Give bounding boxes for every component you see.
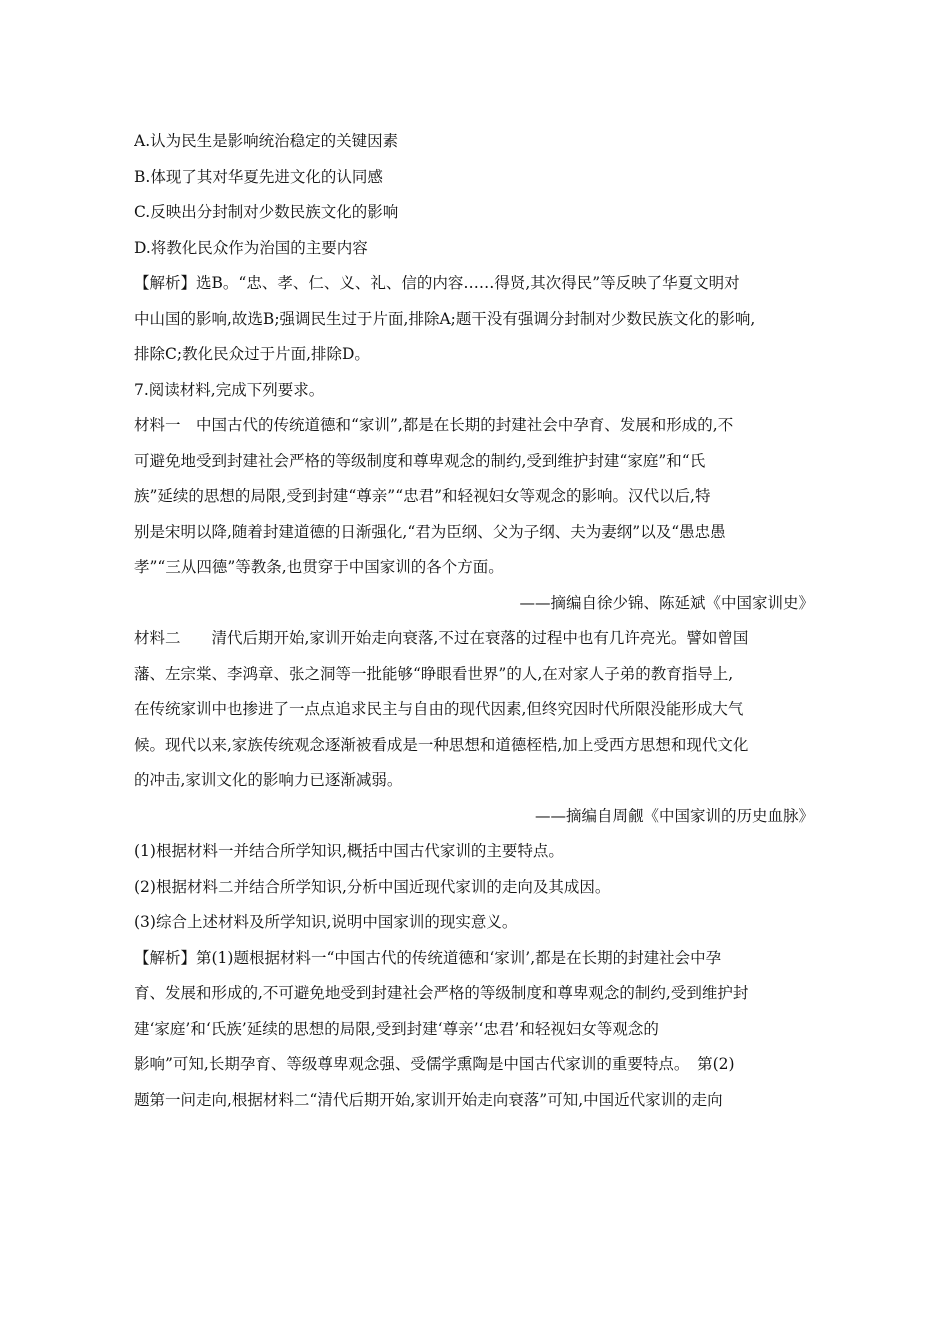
option-b: B.体现了其对华夏先进文化的认同感: [134, 167, 383, 186]
option-d: D.将教化民众作为治国的主要内容: [134, 238, 368, 257]
answer-options: [134, 124, 814, 266]
document-page: [134, 124, 814, 1118]
analysis-line: 【解析】选B。“忠、孝、仁、义、礼、信的内容……得贤,其次得民”等反映了华夏文明对: [134, 274, 740, 292]
analysis-line: 【解析】第(1)题根据材料一“中国古代的传统道德和‘家训’,都是在长期的封建社会中孕: [134, 948, 722, 967]
material-line: 的冲击,家训文化的影响力已逐渐减弱。: [134, 771, 403, 789]
requirement-item: (1)根据材料一并结合所学知识,概括中国古代家训的主要特点。: [134, 842, 564, 860]
analysis-line: 建‘家庭’和‘氏族’延续的思想的局限,受到封建‘尊亲’‘忠君’和轻视妇女等观念的: [134, 1019, 659, 1038]
analysis-line: 育、发展和形成的,不可避免地受到封建社会严格的等级制度和尊卑观念的制约,受到维护封: [134, 984, 749, 1002]
option-a: A.认为民生是影响统治稳定的关键因素: [134, 132, 399, 150]
material-two: [134, 621, 814, 834]
material-line: 候。现代以来,家族传统观念逐渐被看成是一种思想和道德桎梏,加上受西方思想和现代文化: [134, 735, 749, 754]
option-c: C.反映出分封制对少数民族文化的影响: [134, 203, 399, 221]
question-6-analysis: [134, 266, 814, 373]
analysis-line: 影响”可知,长期孕育、等级尊卑观念强、受儒学熏陶是中国古代家训的重要特点。 第(2): [134, 1055, 735, 1073]
question-stem: 7.阅读材料,完成下列要求。: [134, 380, 325, 399]
material-line: 孝”“三从四德”等教条,也贯穿于中国家训的各个方面。: [134, 558, 504, 576]
material-line: 可避免地受到封建社会严格的等级制度和尊卑观念的制约,受到维护封建“家庭”和“氏: [134, 451, 706, 470]
material-source: ——摘编自徐少锦、陈延斌《中国家训史》: [519, 593, 814, 612]
question-7: [134, 373, 814, 1119]
analysis-line: 题第一问走向,根据材料二“清代后期开始,家训开始走向衰落”可知,中国近代家训的走向: [134, 1090, 723, 1109]
requirements: [134, 834, 814, 941]
analysis-line: 排除C;教化民众过于片面,排除D。: [134, 345, 370, 363]
material-source: ——摘编自周觎《中国家训的历史血脉》: [534, 806, 814, 825]
material-line: 材料一 中国古代的传统道德和“家训”,都是在长期的封建社会中孕育、发展和形成的,不: [134, 416, 734, 434]
analysis-line: 中山国的影响,故选B;强调民生过于片面,排除A;题干没有强调分封制对少数民族文化的影响,: [134, 309, 756, 328]
requirement-item: (2)根据材料二并结合所学知识,分析中国近现代家训的走向及其成因。: [134, 877, 611, 896]
material-line: 材料二 清代后期开始,家训开始走向衰落,不过在衰落的过程中也有几许亮光。譬如曾国: [134, 629, 749, 647]
material-line: 族”延续的思想的局限,受到封建“尊亲”“忠君”和轻视妇女等观念的影响。汉代以后,特: [134, 487, 711, 505]
requirement-item: (3)综合上述材料及所学知识,说明中国家训的现实意义。: [134, 913, 518, 931]
material-one: [134, 408, 814, 621]
material-line: 藩、左宗棠、李鸿章、张之洞等一批能够“睁眼看世界”的人,在对家人子弟的教育指导上,: [134, 664, 734, 683]
material-line: 别是宋明以降,随着封建道德的日渐强化,“君为臣纲、父为子纲、夫为妻纲”以及“愚忠愚: [134, 522, 726, 541]
material-line: 在传统家训中也掺进了一点点追求民主与自由的现代因素,但终究因时代所限没能形成大气: [134, 700, 744, 718]
question-7-analysis: [134, 941, 814, 1119]
